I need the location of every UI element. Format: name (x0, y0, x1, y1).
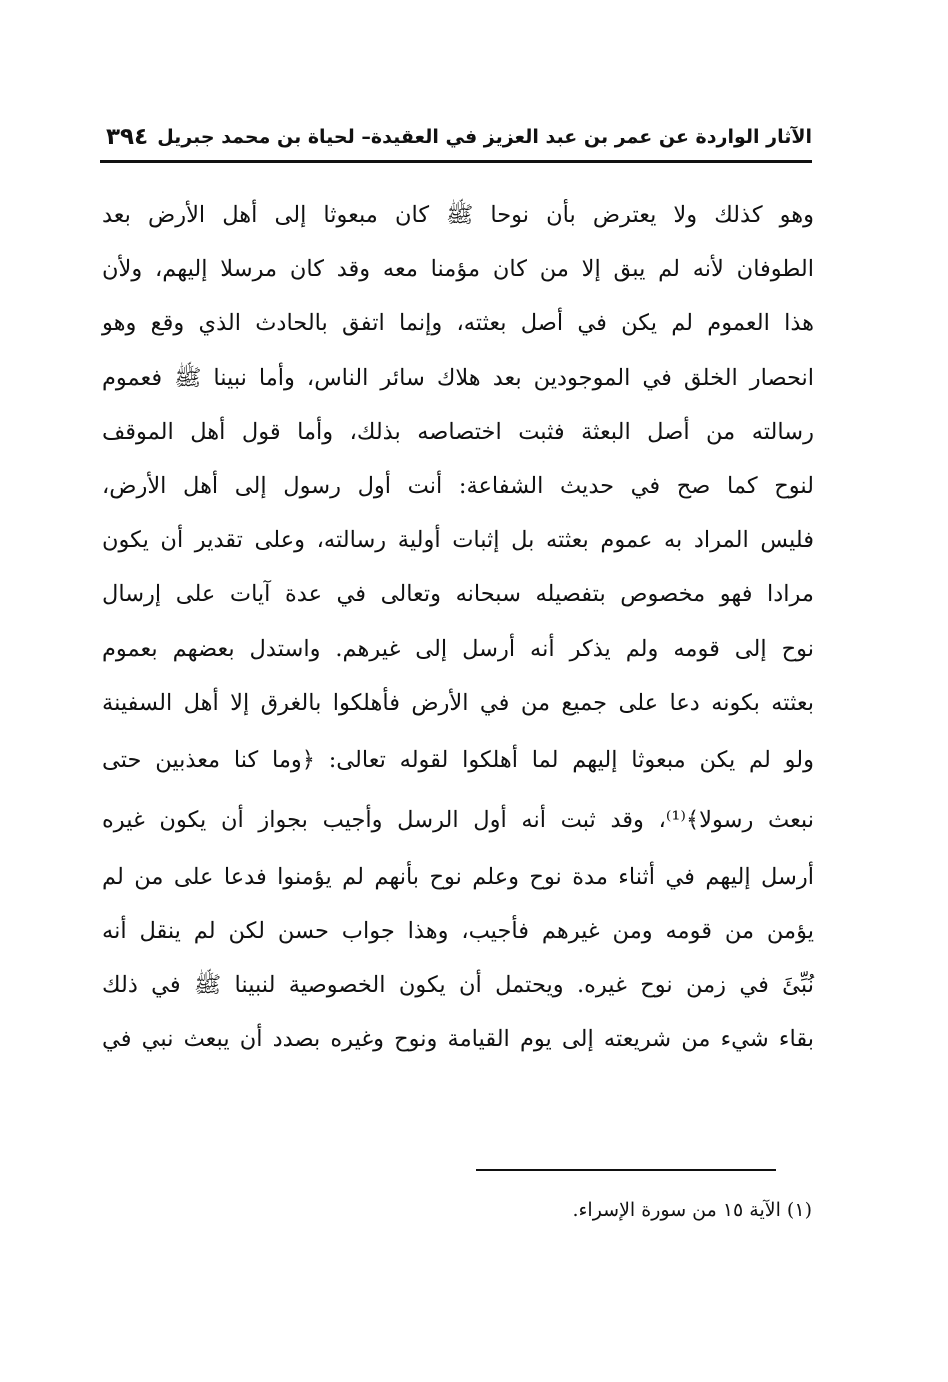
text-line: بقاء شيء من شريعته إلى يوم القيامة ونوح وغيره بصدد أن يبعث نبي في (102, 1026, 814, 1053)
text-line: يؤمن من قومه ومن غيرهم فأجيب، وهذا جواب حسن لكن لم ينقل أنه (102, 918, 814, 945)
text-line: الطوفان لأنه لم يبق إلا من كان مؤمنا معه وقد كان مرسلا إليهم، ولأن (102, 256, 814, 283)
running-title: الآثار الواردة عن عمر بن عبد العزيز في العقيدة– لحياة بن محمد جبريل (157, 126, 812, 148)
text-line: لنوح كما صح في حديث الشفاعة: أنت أول رسول إلى أهل الأرض، (102, 472, 814, 499)
text-line: هذا العموم لم يكن في أصل بعثته، وإنما اتفق بالحادث الذي وقع وهو (102, 310, 814, 337)
text-line: انحصار الخلق في الموجودين بعد هلاك سائر الناس، وأما نبينا ﷺ فعموم (102, 364, 814, 391)
text-line: نُبِّئَ في زمن نوح غيره. ويحتمل أن يكون الخصوصية لنبينا ﷺ في ذلك (102, 972, 814, 999)
body-text (102, 188, 814, 1067)
text-line: بعثته بكونه دعا على جميع من في الأرض فأهلكوا بالغرق إلا أهل السفينة (102, 689, 814, 716)
page-header (100, 122, 812, 156)
text-line: ولو لم يكن مبعوثا إليهم لما أهلكوا لقوله تعالى: ﴿وما كنا معذبين حتى (102, 746, 814, 773)
footnote: (١) الآية ١٥ من سورة الإسراء. (572, 1199, 812, 1221)
text-line: مرادا فهو مخصوص بتفصيله سبحانه وتعالى في عدة آيات على إرسال (102, 581, 814, 608)
text-line: نبعث رسولا﴾⁽¹⁾، وقد ثبت أنه أول الرسل وأجيب بجواز أن يكون غيره (102, 806, 814, 833)
text-line: نوح إلى قومه ولم يذكر أنه أرسل إلى غيرهم. واستدل بعضهم بعموم (102, 635, 814, 662)
header-divider (100, 160, 812, 163)
text-line: أرسل إليهم في أثناء مدة نوح وعلم نوح بأنهم لم يؤمنوا فدعا على من لم (102, 863, 814, 890)
text-line: فليس المراد به عموم بعثته بل إثبات أولية رسالته، وعلى تقدير أن يكون (102, 527, 814, 554)
page-number: ٣٩٤ (106, 124, 149, 150)
text-line: وهو كذلك ولا يعترض بأن نوحا ﷺ كان مبعوثا إلى أهل الأرض بعد (102, 202, 814, 228)
text-line: رسالته من أصل البعثة فثبت اختصاصه بذلك، وأما قول أهل الموقف (102, 418, 814, 445)
footnote-divider (476, 1169, 776, 1171)
